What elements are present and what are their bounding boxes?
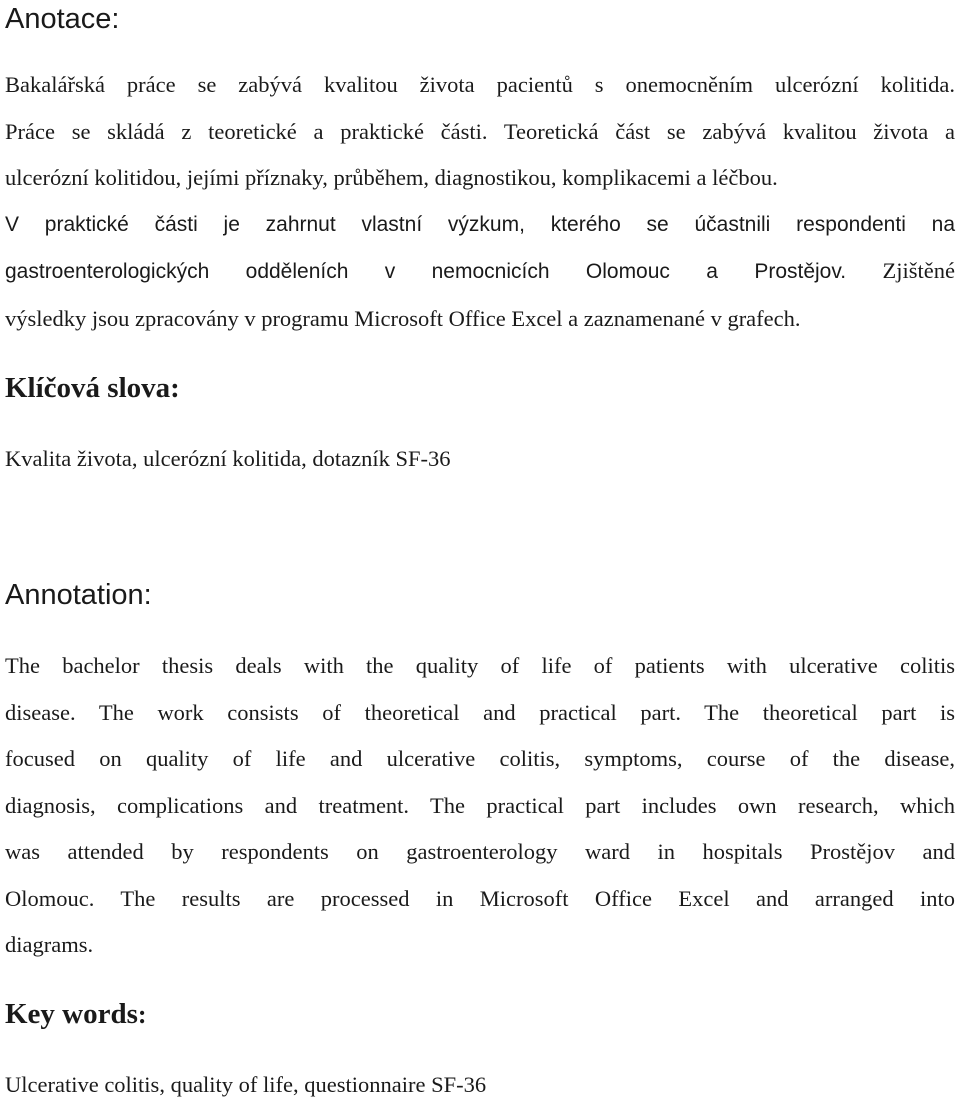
anotace-heading: Anotace: — [5, 3, 120, 35]
annotation-line: was attended by respondents on gastroenterology ward in hospitals Prostějov and — [5, 839, 955, 864]
anotace-line: ulcerózní kolitidou, jejími příznaky, průběhem, diagnostikou, komplikacemi a léčbou. — [5, 165, 778, 190]
anotace-line: Bakalářská práce se zabývá kvalitou života pacientů s onemocněním ulcerózní kolitida. — [5, 72, 955, 97]
klicova-slova-text: Kvalita života, ulcerózní kolitida, dotazník SF-36 — [5, 446, 451, 471]
annotation-line: Olomouc. The results are processed in Microsoft Office Excel and arranged into — [5, 885, 955, 911]
anotace-line-part: gastroenterologických odděleních v nemocnicích Olomouc a Prostějov. — [5, 260, 847, 283]
annotation-heading: Annotation: — [5, 579, 152, 611]
anotace-line: Práce se skládá z teoretické a praktické části. Teoretická část se zabývá kvalitou života a — [5, 118, 955, 144]
annotation-line: The bachelor thesis deals with the quality of life of patients with ulcerative colitis — [5, 653, 955, 678]
anotace-line: V praktické části je zahrnut vlastní výzkum, kterého se účastnili respondenti na — [5, 212, 955, 236]
key-words-label: Key words — [5, 998, 138, 1030]
annotation-line: focused on quality of life and ulcerative colitis, symptoms, course of the disease, — [5, 746, 955, 771]
annotation-line: diagnosis, complications and treatment. The practical part includes own research, which — [5, 792, 955, 818]
anotace-line-part: Zjištěné — [882, 258, 955, 283]
annotation-line: disease. The work consists of theoretical and practical part. The theoretical part is — [5, 699, 955, 725]
anotace-paragraph — [5, 62, 955, 342]
key-words-text: Ulcerative colitis, quality of life, questionnaire SF-36 — [5, 1072, 487, 1097]
key-words-heading — [5, 996, 147, 1033]
klicova-slova-heading: Klíčová slova: — [5, 372, 180, 404]
annotation-line: diagrams. — [5, 932, 94, 957]
key-words-colon: : — [137, 1000, 147, 1029]
anotace-line-split — [5, 248, 955, 296]
anotace-line: výsledky jsou zpracovány v programu Microsoft Office Excel a zaznamenané v grafech. — [5, 305, 801, 331]
annotation-paragraph — [5, 643, 955, 969]
